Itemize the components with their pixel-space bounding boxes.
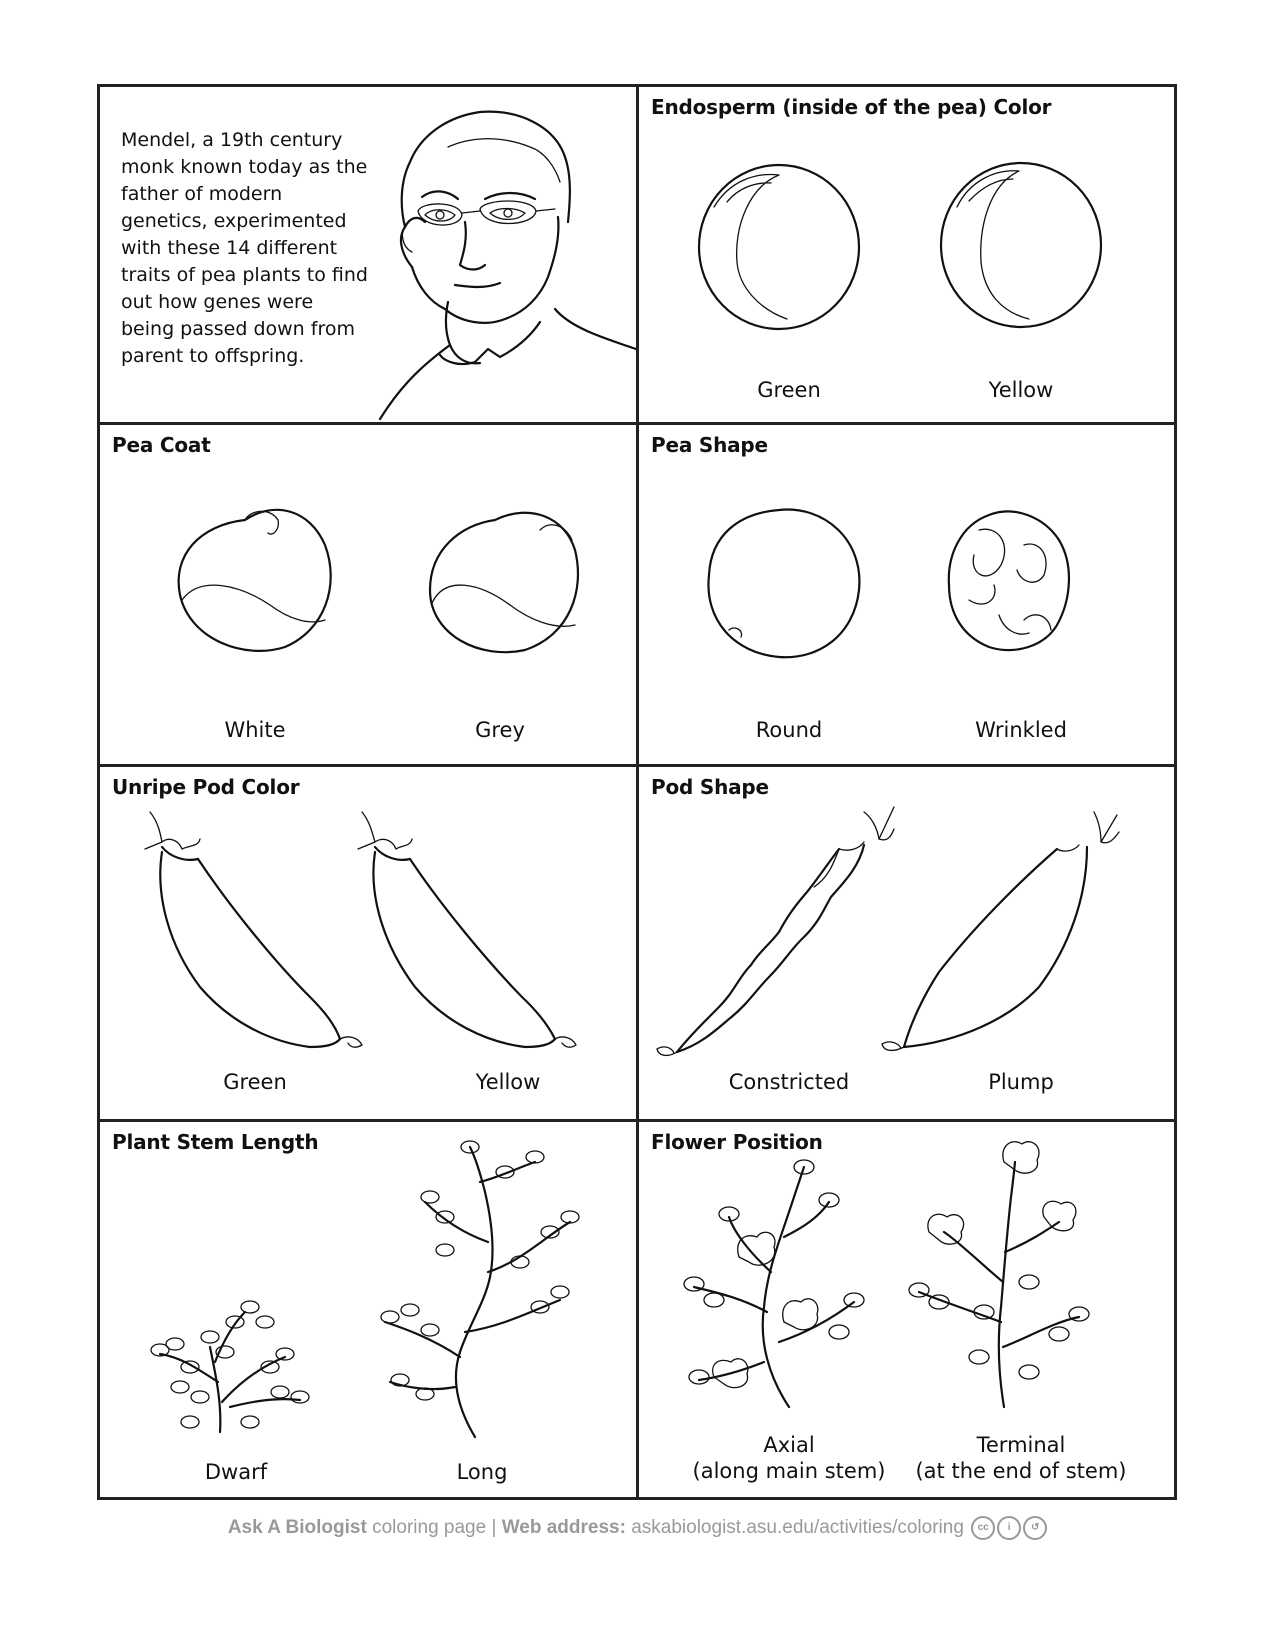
pea-coat-right-label: Grey bbox=[475, 718, 525, 742]
stem-length-title: Plant Stem Length bbox=[112, 1130, 319, 1154]
pod-shape-icons bbox=[639, 767, 1177, 1119]
by-icon: i bbox=[997, 1516, 1021, 1540]
stem-length-panel bbox=[100, 1122, 636, 1497]
terminal-flower-plant-icon bbox=[909, 1142, 1089, 1407]
white-coat-pea-icon bbox=[179, 510, 331, 651]
flower-position-left-label: Axial bbox=[763, 1433, 815, 1457]
mendel-portrait-icon bbox=[100, 87, 636, 422]
endosperm-left-label: Green bbox=[757, 378, 821, 402]
unripe-pod-panel bbox=[100, 767, 636, 1119]
pod-shape-left-label: Constricted bbox=[728, 1070, 850, 1094]
unripe-pod-right-label: Yellow bbox=[475, 1070, 541, 1094]
pod-shape-title: Pod Shape bbox=[651, 775, 769, 799]
flower-position-left-sublabel: (along main stem) bbox=[692, 1459, 886, 1483]
stem-length-left-label: Dwarf bbox=[204, 1460, 268, 1484]
unripe-pod-icons bbox=[100, 767, 636, 1119]
unripe-pod-left-label: Green bbox=[223, 1070, 287, 1094]
flower-position-panel bbox=[639, 1122, 1177, 1497]
pea-coat-panel bbox=[100, 425, 636, 764]
sa-icon: ↺ bbox=[1023, 1516, 1047, 1540]
pea-shape-panel bbox=[639, 425, 1177, 764]
flower-position-right-label: Terminal bbox=[976, 1433, 1066, 1457]
unripe-pod-title: Unripe Pod Color bbox=[112, 775, 300, 799]
flower-position-title: Flower Position bbox=[651, 1130, 823, 1154]
pea-shape-icons bbox=[639, 425, 1177, 764]
pea-shape-right-label: Wrinkled bbox=[975, 718, 1067, 742]
endosperm-pea-icons bbox=[639, 87, 1177, 422]
grey-coat-pea-icon bbox=[430, 513, 578, 652]
coloring-grid bbox=[97, 84, 1177, 1500]
pea-coat-icons bbox=[100, 425, 636, 764]
footer-page-type: coloring page | bbox=[372, 1517, 497, 1539]
intro-text: Mendel, a 19th century monk known today as the father of modern genetics, experimented with these 14 different traits of pea plants to find out how genes were being passed down from parent to offspring. bbox=[121, 129, 368, 367]
cc-icon: cc bbox=[971, 1516, 995, 1540]
page-footer bbox=[0, 1516, 1275, 1540]
axial-flower-plant-icon bbox=[684, 1160, 864, 1407]
pea-coat-left-label: White bbox=[224, 718, 286, 742]
pea-shape-title: Pea Shape bbox=[651, 433, 768, 457]
pea-shape-left-label: Round bbox=[755, 718, 823, 742]
endosperm-panel bbox=[639, 87, 1177, 422]
stem-length-right-label: Long bbox=[456, 1460, 508, 1484]
flower-position-right-sublabel: (at the end of stem) bbox=[915, 1459, 1127, 1483]
long-plant-icon bbox=[381, 1141, 579, 1437]
pea-coat-title: Pea Coat bbox=[112, 433, 211, 457]
footer-url[interactable]: askabiologist.asu.edu/activities/coloring bbox=[631, 1517, 964, 1539]
pod-shape-panel bbox=[639, 767, 1177, 1119]
stem-length-icons bbox=[100, 1122, 636, 1497]
footer-web-label: Web address: bbox=[501, 1517, 626, 1539]
endosperm-right-label: Yellow bbox=[988, 378, 1054, 402]
pod-shape-right-label: Plump bbox=[988, 1070, 1054, 1094]
endosperm-title: Endosperm (inside of the pea) Color bbox=[651, 95, 1052, 119]
round-pea-icon bbox=[708, 510, 859, 658]
yellow-endosperm-pea-icon bbox=[941, 163, 1101, 327]
footer-site-name: Ask A Biologist bbox=[227, 1517, 367, 1539]
dwarf-plant-icon bbox=[151, 1301, 309, 1432]
mendel-panel bbox=[100, 87, 636, 422]
green-endosperm-pea-icon bbox=[699, 165, 859, 329]
